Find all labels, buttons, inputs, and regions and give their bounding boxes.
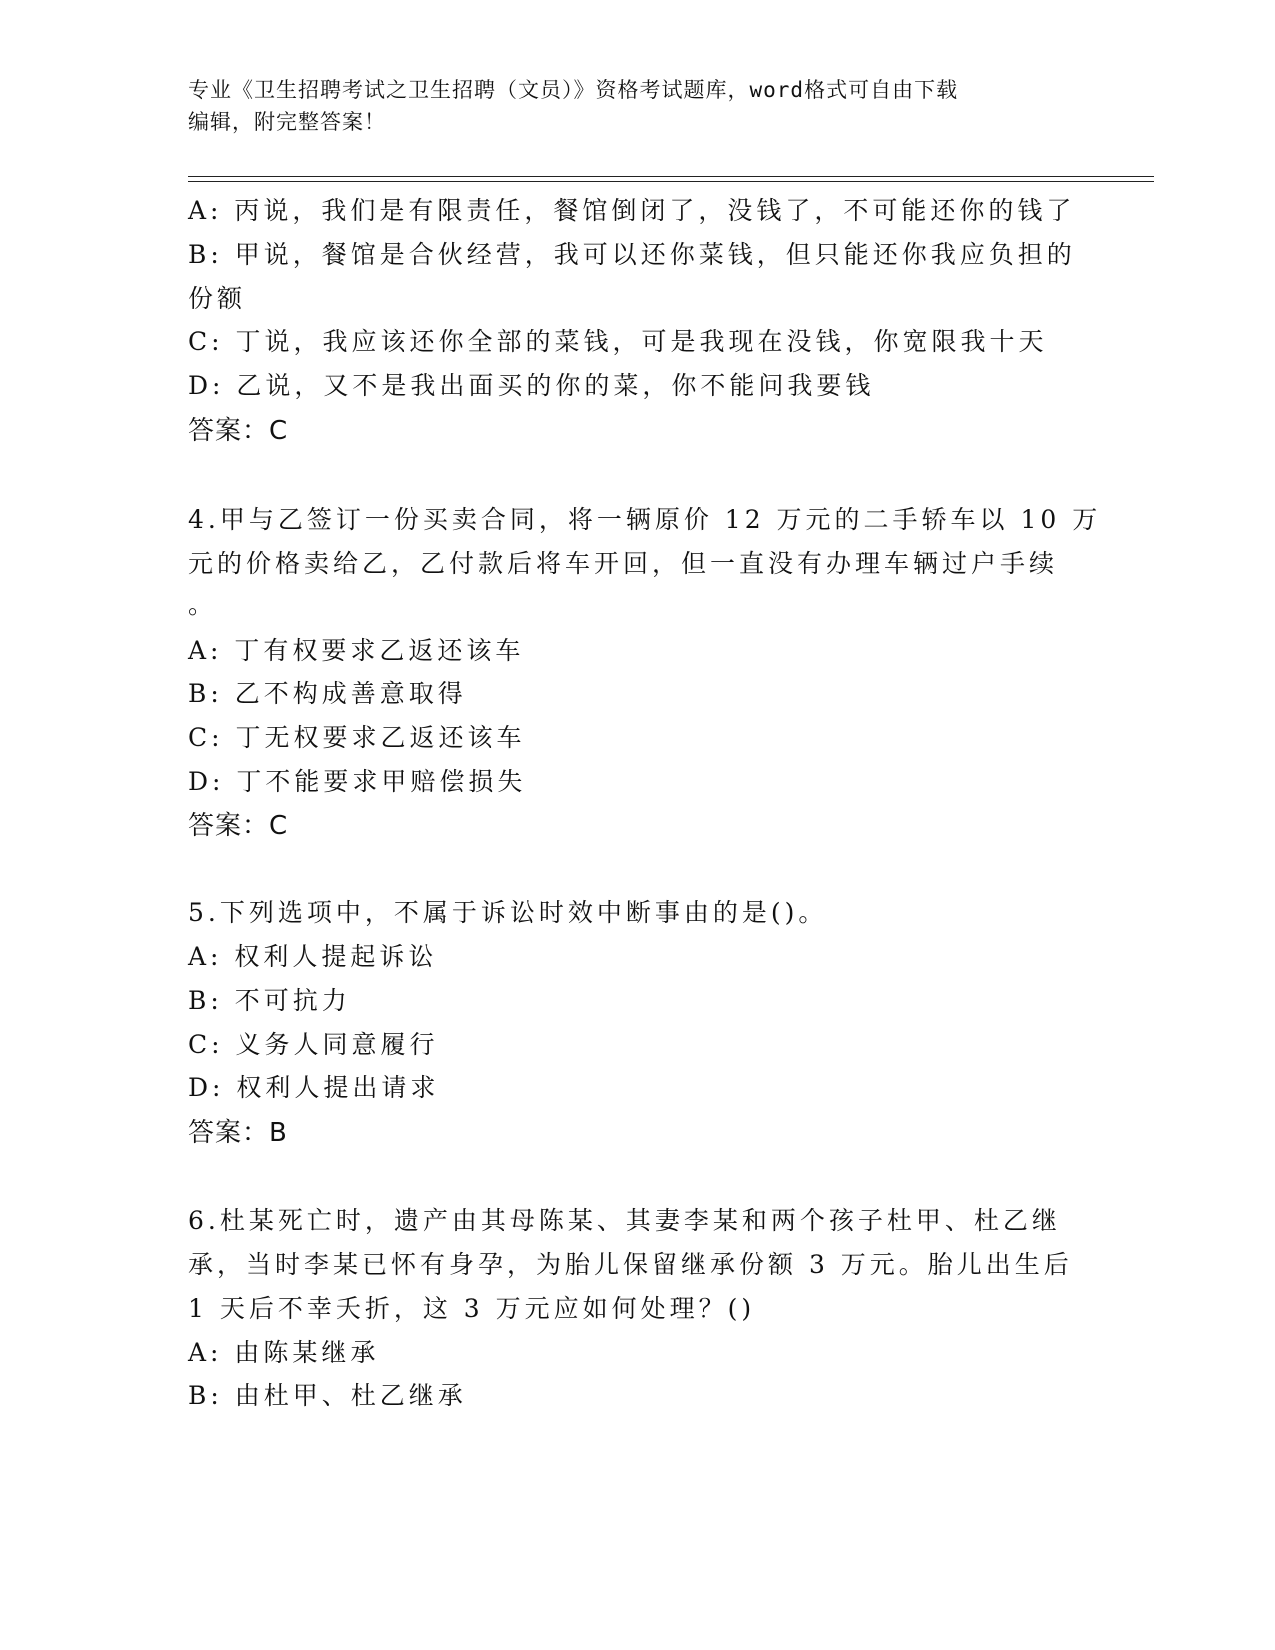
q5-option-d: D: 权利人提出请求 [188,1073,440,1102]
q3-answer: 答案：C [188,416,289,446]
q3-option-c: C: 丁说，我应该还你全部的菜钱，可是我现在没钱，你宽限我十天 [188,327,1048,356]
document-header [188,74,1088,138]
q3-option-a: A: 丙说，我们是有限责任，餐馆倒闭了，没钱了，不可能还你的钱了 [188,196,1076,225]
header-divider-bottom [188,181,1154,182]
header-divider-top [188,176,1154,177]
q5-stem: 5.下列选项中，不属于诉讼时效中断事由的是()。 [188,898,828,927]
q5-option-b: B: 不可抗力 [188,986,351,1015]
header-line-2: 编辑，附完整答案！ [188,110,386,134]
q4-answer: 答案：C [188,811,289,841]
q6-stem-line-1: 6.杜某死亡时，遗产由其母陈某、其妻李某和两个孩子杜甲、杜乙继 [188,1206,1061,1235]
q3-option-d: D: 乙说，又不是我出面买的你的菜，你不能问我要钱 [188,371,875,400]
q6-option-b: B: 由杜甲、杜乙继承 [188,1381,467,1410]
q4-option-d: D: 丁不能要求甲赔偿损失 [188,767,527,796]
q4-option-b: B: 乙不构成善意取得 [188,679,467,708]
q4-stem-line-1: 4.甲与乙签订一份买卖合同，将一辆原价 12 万元的二手轿车以 10 万 [188,505,1102,534]
q6-stem-line-3: 1 天后不幸夭折，这 3 万元应如何处理？() [188,1294,756,1323]
q3-option-b-continued: 份额 [188,284,247,313]
q4-option-c: C: 丁无权要求乙返还该车 [188,723,526,752]
q5-answer: 答案：B [188,1118,288,1148]
q6-stem-line-2: 承，当时李某已怀有身孕，为胎儿保留继承份额 3 万元。胎儿出生后 [188,1250,1073,1279]
q3-option-b: B: 甲说，餐馆是合伙经营，我可以还你菜钱，但只能还你我应负担的 [188,240,1076,269]
q6-option-a: A: 由陈某继承 [188,1338,380,1367]
q5-option-a: A: 权利人提起诉讼 [188,942,438,971]
q4-option-a: A: 丁有权要求乙返还该车 [188,636,525,665]
header-line-1: 专业《卫生招聘考试之卫生招聘（文员）》资格考试题库，word格式可自由下载 [188,78,959,102]
q5-option-c: C: 义务人同意履行 [188,1030,439,1059]
q4-stem-line-3: 。 [188,590,218,619]
q4-stem-line-2: 元的价格卖给乙，乙付款后将车开回，但一直没有办理车辆过户手续 [188,549,1059,578]
